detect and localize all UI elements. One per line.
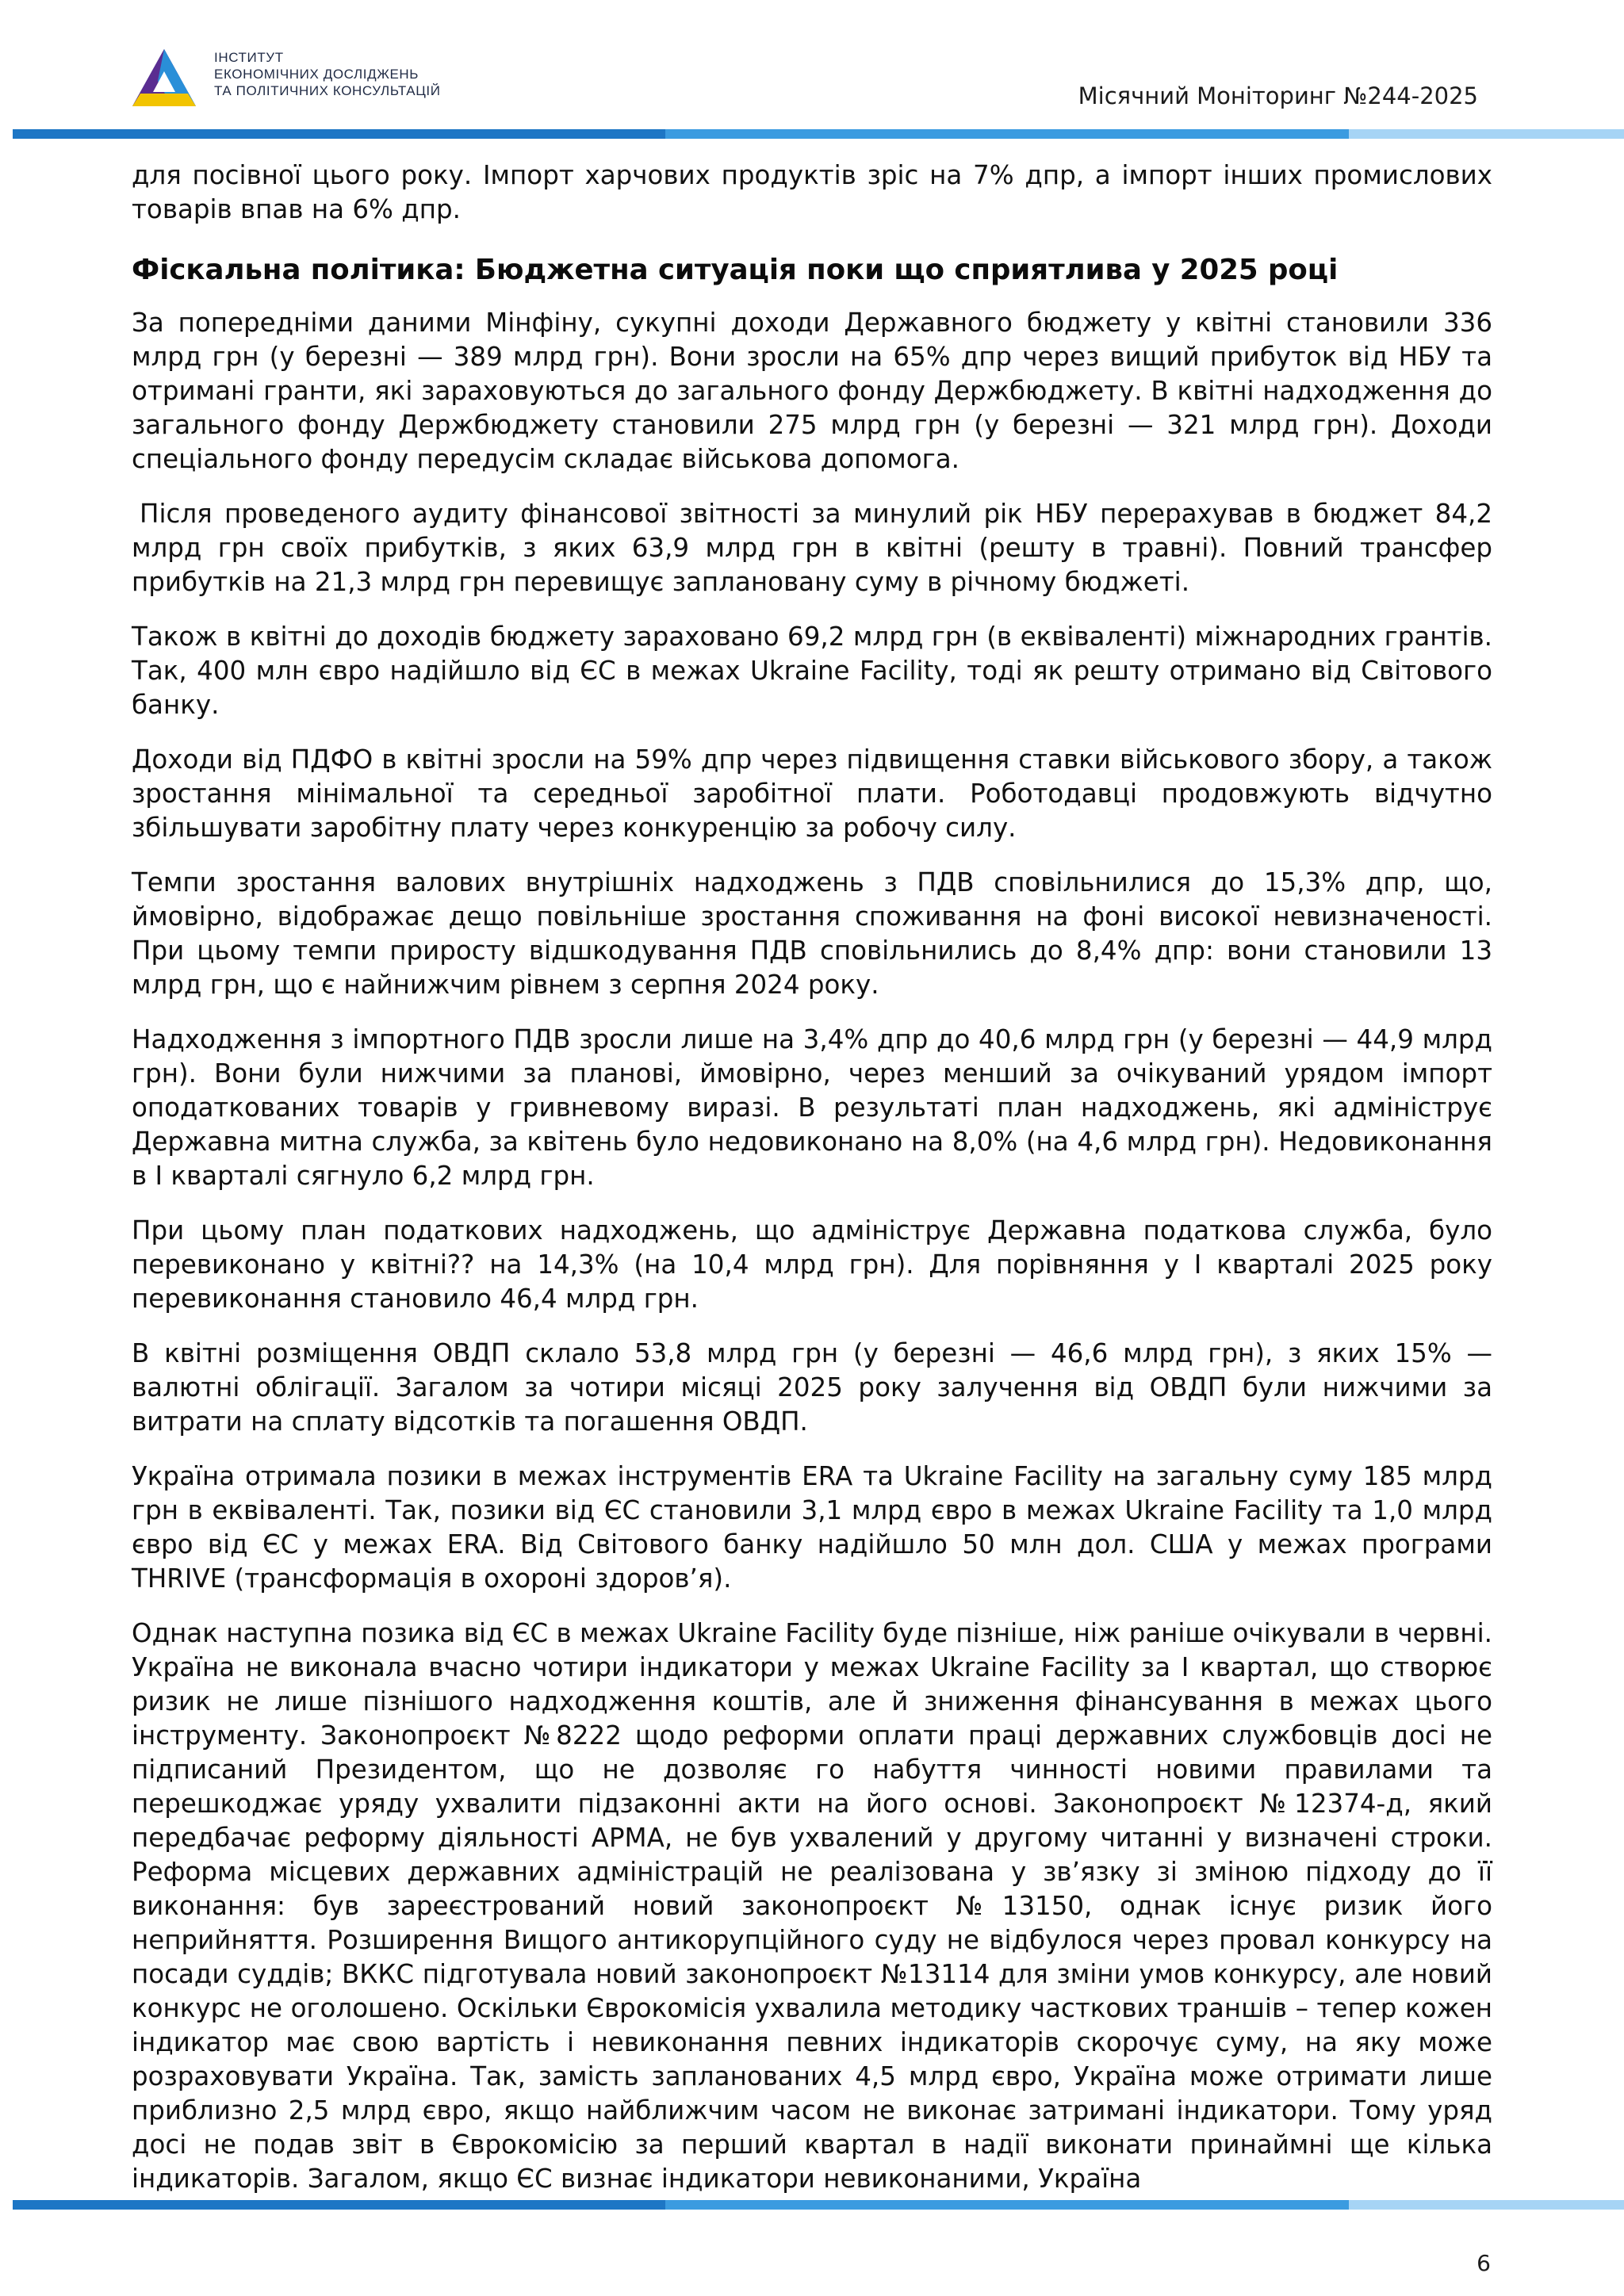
paragraph-7: При цьому план податкових надходжень, що адмініструє Державна податкова служба, було перевиконано у квітні?? на 14,3% (на 10,4 млрд грн). Для порівняння у І кварталі 2025 року перевиконання становило 46,4 млрд грн. [132,1215,1492,1314]
paragraph-9: Україна отримала позики в межах інструментів ERA та Ukraine Facility на загальну суму 185 млрд грн в еквіваленті. Так, позики від ЄС становили 3,1 млрд євро в межах Ukraine Facility та 1,0 млрд євро від ЄС у межах ERA. Від Світового банку надійшло 50 млн дол. США у межах програми THRIVE (трансформація в охороні здоров’я). [132,1461,1492,1594]
organization-name-line-1: ІНСТИТУТ [214,50,284,65]
organization-name-line-3: ТА ПОЛІТИЧНИХ КОНСУЛЬТАЦІЙ [214,83,441,98]
organization-name [214,49,441,99]
footer-divider-segment-mid [665,2200,1349,2210]
header-divider-segment-light [1349,129,1624,139]
paragraph-5: Темпи зростання валових внутрішніх надходжень з ПДВ сповільнилися до 15,3% дпр, що, ймовірно, відображає дещо повільніше зростання споживання на фоні високої невизначеності. При цьому темпи приросту відшкодування ПДВ сповільнились до 8,4% дпр: вони становили 13 млрд грн, що є найнижчим рівнем з серпня 2024 року. [132,867,1492,1000]
page-number: 6 [1477,2250,1491,2276]
paragraph-3: Також в квітні до доходів бюджету зараховано 69,2 млрд грн (в еквіваленті) міжнародних грантів. Так, 400 млн євро надійшло від ЄС в межах Ukraine Facility, тоді як решту отримано від Світового банку. [132,622,1492,720]
institute-logo-icon [131,48,197,108]
paragraph-2: Після проведеного аудиту фінансової звітності за минулий рік НБУ перерахував в бюджет 84,2 млрд грн своїх прибутків, з яких 63,9 млрд грн в квітні (решту в травні). Повний трансфер прибутків на 21,3 млрд грн перевищує заплановану суму в річному бюджеті. [132,499,1492,597]
paragraph-1: За попередніми даними Мінфіну, сукупні доходи Державного бюджету у квітні становили 336 млрд грн (у березні — 389 млрд грн). Вони зросли на 65% дпр через вищий прибуток від НБУ та отримані гранти, які зараховуються до загального фонду Держбюджету. В квітні надходження до загального фонду Держбюджету становили 275 млрд грн (у березні — 321 млрд грн). Доходи спеціального фонду передусім складає військова допомога. [132,308,1492,474]
footer-divider [13,2200,1624,2210]
intro-paragraph: для посівної цього року. Імпорт харчових продуктів зріс на 7% дпр, а імпорт інших промислових товарів впав на 6% дпр. [132,160,1492,224]
header-divider-segment-mid [665,129,1349,139]
header-divider [13,129,1624,139]
section-heading: Фіскальна політика: Бюджетна ситуація поки що сприятлива у 2025 році [132,254,1339,286]
document-title: Місячний Моніторинг №244-2025 [1078,82,1478,109]
footer-divider-segment-dark [13,2200,665,2210]
organization-name-line-2: ЕКОНОМІЧНИХ ДОСЛІДЖЕНЬ [214,67,419,82]
paragraph-6: Надходження з імпортного ПДВ зросли лише на 3,4% дпр до 40,6 млрд грн (у березні — 44,9 млрд грн). Вони були нижчими за планові, ймовірно, через менший за очікуваний урядом імпорт оподаткованих товарів у гривневому виразі. В результаті план надходжень, які адмініструє Державна митна служба, за квітень було недовиконано на 8,0% (на 4,6 млрд грн). Недовиконання в І кварталі сягнуло 6,2 млрд грн. [132,1024,1492,1191]
page-content [132,159,1492,2217]
footer-divider-segment-light [1349,2200,1624,2210]
paragraph-4: Доходи від ПДФО в квітні зросли на 59% дпр через підвищення ставки військового збору, а також зростання мінімальної та середньої заробітної плати. Роботодавці продовжують відчутно збільшувати заробітну плату через конкуренцію за робочу силу. [132,744,1492,843]
page-header [0,0,1624,143]
paragraph-8: В квітні розміщення ОВДП склало 53,8 млрд грн (у березні — 46,6 млрд грн), з яких 15% — валютні облігації. Загалом за чотири місяці 2025 року залучення від ОВДП були нижчими за витрати на сплату відсотків та погашення ОВДП. [132,1338,1492,1437]
header-divider-segment-dark [13,129,665,139]
paragraph-10: Однак наступна позика від ЄС в межах Ukraine Facility буде пізніше, ніж раніше очікували в червні. Україна не виконала вчасно чотири індикатори у межах Ukraine Facility за І квартал, що створює ризик не лише пізнішого надходження коштів, але й зниження фінансування в межах цього інструменту. Законопроєкт №8222 щодо реформи оплати праці державних службовців досі не підписаний Президентом, що не дозволяє го набуття чинності новими правилами та перешкоджає уряду ухвалити підзаконні акти на його основі. Законопроєкт №12374-д, який передбачає реформу діяльності АРМА, не був ухвалений у другому читанні у визначені строки. Реформа місцевих державних адміністрацій не реалізована у зв’язку зі зміною підходу до її виконання: був зареєстрований новий законопроєкт №13150, однак існує ризик його неприйняття. Розширення Вищого антикорупційного суду не відбулося через провал конкурсу на посади суддів; ВККС підготувала новий законопроєкт №13114 для зміни умов конкурсу, але новий конкурс не оголошено. Оскільки Єврокомісія ухвалила методику часткових траншів – тепер кожен індикатор має свою вартість і невиконання певних індикаторів скорочує суму, на яку може розраховувати Україна. Так, замість запланованих 4,5 млрд євро, Україна може отримати лише приблизно 2,5 млрд євро, якщо найближчим часом не виконає затримані індикатори. Тому уряд досі не подав звіт в Єврокомісію за перший квартал в надії виконати принаймні ще кілька індикаторів. Загалом, якщо ЄС визнає індикатори невиконаними, Україна [132,1618,1492,2194]
